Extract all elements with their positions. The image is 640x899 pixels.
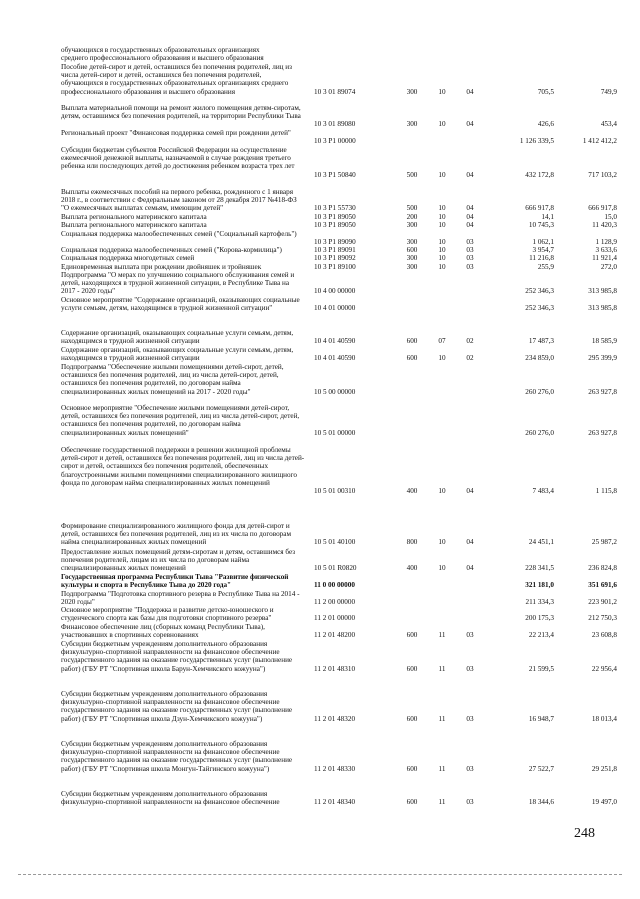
amount-2020: 3 633,6 — [595, 246, 617, 254]
row-description: Выплата регионального материнского капитала — [61, 221, 207, 229]
row-description: среднего профессионального образования и высшего образования — [61, 54, 264, 62]
section-code: 10 — [438, 254, 446, 262]
row-description: Субсидии бюджетным учреждениям дополнительного образования физкультурно-спортивной направленности на финансовое обеспечение государственного задания на оказание государственных услуг (выполнение работ) (ГБУ РТ "Спортивная школа Дзун-Хемчикского кожууна") — [61, 690, 293, 723]
subsection-code: 03 — [466, 238, 474, 247]
row-description: Основное мероприятие "Поддержка и развитие детско-юношеского и студенческого спорта как базы для подготовки спортивного резерва" — [61, 606, 274, 623]
target-article-code: 11 2 00 00000 — [314, 598, 356, 607]
row-description: Пособие детей-сирот и детей, оставшихся без попечения родителей, лиц из числа детей-сирот и детей, оставшихся без попечения родителей, обучающихся в государственных образовательных организациях среднего профессионального образования и высшего образования — [61, 63, 292, 96]
section-code: 10 — [438, 263, 446, 271]
target-article-code: 10 3 Р1 89092 — [314, 254, 356, 262]
expense-type: 300 — [406, 87, 418, 96]
amount-2020: 19 497,0 — [591, 798, 617, 807]
section-code: 11 — [438, 631, 446, 640]
row-description: Подпрограмма "Обеспечение жилыми помещениями детей-сирот, детей, оставшихся без попечения родителей, лиц из числа детей-сирот, детей, оставшихся без попечения родителей, по договорам найма специализированных жилых помещений на 2017 - 2020 годы" — [61, 363, 284, 396]
row-description: Выплата материальной помощи на ремонт жилого помещения детям-сиротам, детям, оставшимся без попечения родителей, на территории Республики Тыва — [61, 104, 301, 121]
row-description: Обеспечение государственной поддержки в решении жилищной проблемы детей-сирот и детей, оставшихся без попечения родителей, лиц из числа детей-сирот и детей, оставшихся без попечения родителей, обеспеченных благоустроенными жилыми помещениями специализированного жилищного фонда по договорам найма специализированных жилых помещений — [61, 446, 305, 487]
amount-2020: 295 399,9 — [588, 354, 617, 363]
row-description: Единовременная выплата при рождении двойняшек и тройняшек — [61, 263, 262, 271]
amount-2019: 321 181,0 — [525, 581, 554, 590]
row-description: Содержание организаций, оказывающих социальные услуги семьям, детям, находящимся в трудной жизненной ситуации — [61, 346, 294, 363]
section-code: 10 — [438, 238, 446, 247]
expense-type: 500 — [406, 204, 418, 213]
amount-2020: 749,9 — [600, 87, 617, 96]
expense-type: 600 — [406, 354, 418, 363]
expense-type: 300 — [406, 238, 418, 247]
section-code: 10 — [438, 87, 446, 96]
amount-2019: 252 346,3 — [525, 287, 554, 296]
amount-2019: 14,1 — [541, 213, 554, 221]
amount-2020: 22 956,4 — [591, 664, 617, 673]
section-code: 11 — [438, 764, 446, 773]
row-description: Субсидии бюджетным учреждениям дополнительного образования физкультурно-спортивной направленности на финансовое обеспечение — [61, 790, 280, 807]
expense-type: 300 — [406, 263, 418, 271]
expense-type: 400 — [406, 487, 418, 495]
subsection-code: 04 — [466, 120, 474, 129]
section-code: 10 — [438, 170, 446, 179]
page-number: 248 — [574, 826, 595, 841]
amount-2019: 27 522,7 — [528, 764, 554, 773]
target-article-code: 10 4 00 00000 — [314, 287, 356, 296]
section-code: 10 — [438, 354, 446, 363]
row-description: Социальная поддержка малообеспеченных семей ("Социальный картофель") — [61, 230, 297, 238]
target-article-code: 10 4 01 40590 — [314, 337, 356, 346]
row-description: Подпрограмма "О мерах по улучшению социального обслуживания семей и детей, находящихся в трудной жизненной ситуации, в Республике Тыва на 2017 - 2020 годы" — [61, 271, 295, 296]
amount-2020: 666 917,8 — [588, 204, 617, 213]
amount-2019: 260 276,0 — [525, 387, 554, 396]
subsection-code: 04 — [466, 170, 474, 179]
subsection-code: 04 — [466, 87, 474, 96]
expense-type: 600 — [406, 798, 418, 807]
target-article-code: 11 2 01 48340 — [314, 798, 356, 807]
target-article-code: 10 3 Р1 00000 — [314, 137, 356, 146]
expense-type: 600 — [406, 337, 418, 346]
amount-2019: 17 487,3 — [528, 337, 554, 346]
target-article-code: 10 5 00 00000 — [314, 387, 356, 396]
subsection-code: 03 — [466, 246, 474, 254]
amount-2020: 25 987,2 — [591, 538, 617, 547]
amount-2020: 1 115,8 — [595, 487, 617, 495]
row-description: Формирование специализированного жилищного фонда для детей-сирот и детей, оставшихся без попечения родителей, лиц из их числа по договорам найма специализированных жилых помещений — [61, 522, 292, 547]
amount-2019: 10 745,3 — [528, 221, 554, 229]
row-description: Предоставление жилых помещений детям-сиротам и детям, оставшимся без попечения родителей, лицам из их числа по договорам найма специализированных жилых помещений — [61, 548, 296, 573]
subsection-code: 04 — [466, 221, 474, 229]
amount-2020: 223 901,2 — [588, 598, 617, 607]
amount-2020: 11 921,4 — [592, 254, 617, 262]
subsection-code: 03 — [466, 263, 474, 271]
row-description: Подпрограмма "Подготовка спортивного резерва в Республике Тыва на 2014 - 2020 годы" — [61, 590, 300, 607]
subsection-code: 02 — [466, 354, 474, 363]
row-description: Содержание организаций, оказывающих социальные услуги семьям, детям, находящимся в трудной жизненной ситуации — [61, 329, 294, 346]
section-code: 11 — [438, 714, 446, 723]
row-description: Выплата регионального материнского капитала — [61, 213, 207, 221]
target-article-code: 10 3 01 89074 — [314, 87, 356, 96]
amount-2019: 22 213,4 — [528, 631, 554, 640]
subsection-code: 03 — [466, 664, 474, 673]
expense-type: 600 — [406, 631, 418, 640]
amount-2020: 1 128,9 — [595, 238, 617, 247]
expense-type: 600 — [406, 764, 418, 773]
row-description: Основное мероприятие "Содержание организаций, оказывающих социальные услуги семьям, детям, находящимся в трудной жизненной ситуации" — [61, 296, 300, 313]
section-code: 11 — [438, 664, 446, 673]
expense-type: 400 — [406, 564, 418, 573]
amount-2019: 11 216,8 — [529, 254, 554, 262]
target-article-code: 10 3 Р1 89050 — [314, 213, 356, 221]
section-code: 10 — [438, 221, 446, 229]
amount-2019: 18 344,6 — [528, 798, 554, 807]
amount-2020: 263 927,8 — [588, 387, 617, 396]
section-code: 10 — [438, 120, 446, 129]
row-description: Основное мероприятие "Обеспечение жилыми помещениями детей-сирот, детей, оставшихся без попечения родителей, лиц из числа детей-сирот, детей, оставшихся без попечения родителей, по договорам найма специализированных жилых помещений" — [61, 404, 300, 437]
target-article-code: 10 3 Р1 50840 — [314, 170, 356, 179]
amount-2019: 211 334,3 — [525, 598, 554, 607]
amount-2020: 15,0 — [604, 213, 617, 221]
amount-2019: 200 175,3 — [525, 614, 554, 623]
amount-2019: 3 954,7 — [532, 246, 554, 254]
subsection-code: 02 — [466, 337, 474, 346]
amount-2019: 426,6 — [537, 120, 554, 129]
amount-2020: 272,0 — [600, 263, 617, 271]
target-article-code: 11 0 00 00000 — [314, 581, 355, 590]
target-article-code: 11 2 01 00000 — [314, 614, 356, 623]
amount-2019: 1 062,1 — [532, 238, 554, 247]
amount-2019: 255,9 — [537, 263, 554, 271]
row-description: Субсидии бюджетам субъектов Российской Федерации на осуществление ежемесячной денежной выплаты, назначаемой в случае рождения третьего ребенка или последующих детей до достижения ребенком возраста трех лет — [61, 146, 295, 171]
amount-2019: 234 859,0 — [525, 354, 554, 363]
subsection-code: 04 — [466, 204, 474, 213]
section-code: 10 — [438, 487, 446, 495]
expense-type: 200 — [406, 213, 418, 221]
section-code: 10 — [438, 246, 446, 254]
target-article-code: 10 3 Р1 89100 — [314, 263, 356, 271]
amount-2020: 11 420,3 — [592, 221, 617, 229]
amount-2019: 1 126 339,5 — [519, 137, 554, 146]
expense-type: 800 — [406, 538, 418, 547]
amount-2020: 236 824,8 — [588, 564, 617, 573]
page-edge-line — [18, 874, 622, 875]
row-description: Государственная программа Республики Тыва "Развитие физической культуры и спорта в Республике Тыва до 2020 года" — [61, 573, 289, 590]
expense-type: 300 — [406, 120, 418, 129]
section-code: 07 — [438, 337, 446, 346]
row-description: обучающихся в государственных образовательных организациях — [61, 46, 260, 54]
row-description: Субсидии бюджетным учреждениям дополнительного образования физкультурно-спортивной направленности на финансовое обеспечение государственного задания на оказание государственных услуг (выполнение работ) (ГБУ РТ "Спортивная школа Монгун-Тайгинского кожууна") — [61, 740, 293, 773]
section-code: 11 — [438, 798, 446, 807]
expense-type: 600 — [406, 714, 418, 723]
target-article-code: 10 5 01 00310 — [314, 487, 356, 495]
amount-2020: 313 985,8 — [588, 304, 617, 313]
amount-2019: 666 917,8 — [525, 204, 554, 213]
amount-2020: 453,4 — [600, 120, 617, 129]
target-article-code: 10 5 01 40100 — [314, 538, 356, 547]
target-article-code: 10 4 01 00000 — [314, 304, 356, 313]
amount-2019: 260 276,0 — [525, 428, 554, 437]
amount-2020: 23 608,8 — [591, 631, 617, 640]
expense-type: 600 — [406, 664, 418, 673]
expense-type: 600 — [406, 246, 418, 254]
subsection-code: 03 — [466, 631, 474, 640]
subsection-code: 04 — [466, 564, 474, 573]
target-article-code: 10 5 01 00000 — [314, 428, 356, 437]
amount-2019: 432 172,8 — [525, 170, 554, 179]
subsection-code: 04 — [466, 487, 474, 495]
amount-2019: 705,5 — [537, 87, 554, 96]
target-article-code: 11 2 01 48320 — [314, 714, 356, 723]
subsection-code: 03 — [466, 798, 474, 807]
target-article-code: 10 5 01 R0820 — [314, 564, 357, 573]
expense-type: 300 — [406, 254, 418, 262]
amount-2019: 228 341,5 — [525, 564, 554, 573]
target-article-code: 10 3 01 89080 — [314, 120, 356, 129]
amount-2019: 252 346,3 — [525, 304, 554, 313]
row-description: Социальная поддержка многодетных семей — [61, 254, 195, 262]
row-description: Выплаты ежемесячных пособий на первого ребенка, рожденного с 1 января 2018 г., в соответствии с Федеральным законом от 28 декабря 2017 №418-ФЗ "О ежемесячных выплатах семьям, имеющим детей" — [61, 188, 297, 213]
amount-2020: 313 985,8 — [588, 287, 617, 296]
amount-2020: 212 750,3 — [588, 614, 617, 623]
amount-2020: 263 927,8 — [588, 428, 617, 437]
section-code: 10 — [438, 204, 446, 213]
target-article-code: 10 3 Р1 55730 — [314, 204, 356, 213]
amount-2019: 16 948,7 — [528, 714, 554, 723]
subsection-code: 03 — [466, 714, 474, 723]
target-article-code: 10 3 Р1 89050 — [314, 221, 356, 229]
row-description: Региональный проект "Финансовая поддержка семей при рождении детей" — [61, 129, 291, 137]
expense-type: 300 — [406, 221, 418, 229]
subsection-code: 04 — [466, 538, 474, 547]
amount-2020: 351 691,6 — [588, 581, 617, 590]
target-article-code: 10 3 Р1 89090 — [314, 238, 356, 247]
expense-type: 500 — [406, 170, 418, 179]
section-code: 10 — [438, 538, 446, 547]
subsection-code: 03 — [466, 764, 474, 773]
row-description: Социальная поддержка малообеспеченных семей ("Корова-кормилица") — [61, 246, 282, 254]
target-article-code: 11 2 01 48200 — [314, 631, 356, 640]
target-article-code: 11 2 01 48330 — [314, 764, 356, 773]
target-article-code: 10 4 01 40590 — [314, 354, 356, 363]
amount-2020: 29 251,8 — [591, 764, 617, 773]
amount-2020: 1 412 412,2 — [582, 137, 617, 146]
row-description: Финансовое обеспечение лиц (сборных команд Республики Тыва), участвовавших в спортивных соревнованиях — [61, 623, 265, 640]
amount-2019: 21 599,5 — [528, 664, 554, 673]
amount-2019: 24 451,1 — [528, 538, 554, 547]
target-article-code: 10 3 Р1 89091 — [314, 246, 356, 254]
target-article-code: 11 2 01 48310 — [314, 664, 356, 673]
amount-2020: 18 585,9 — [591, 337, 617, 346]
section-code: 10 — [438, 213, 446, 221]
amount-2019: 7 483,4 — [532, 487, 554, 495]
amount-2020: 717 103,2 — [588, 170, 617, 179]
amount-2020: 18 013,4 — [591, 714, 617, 723]
section-code: 10 — [438, 564, 446, 573]
subsection-code: 03 — [466, 254, 474, 262]
subsection-code: 04 — [466, 213, 474, 221]
row-description: Субсидии бюджетным учреждениям дополнительного образования физкультурно-спортивной направленности на финансовое обеспечение государственного задания на оказание государственных услуг (выполнение работ) (ГБУ РТ "Спортивная школа Барун-Хемчикского кожууна") — [61, 640, 293, 673]
